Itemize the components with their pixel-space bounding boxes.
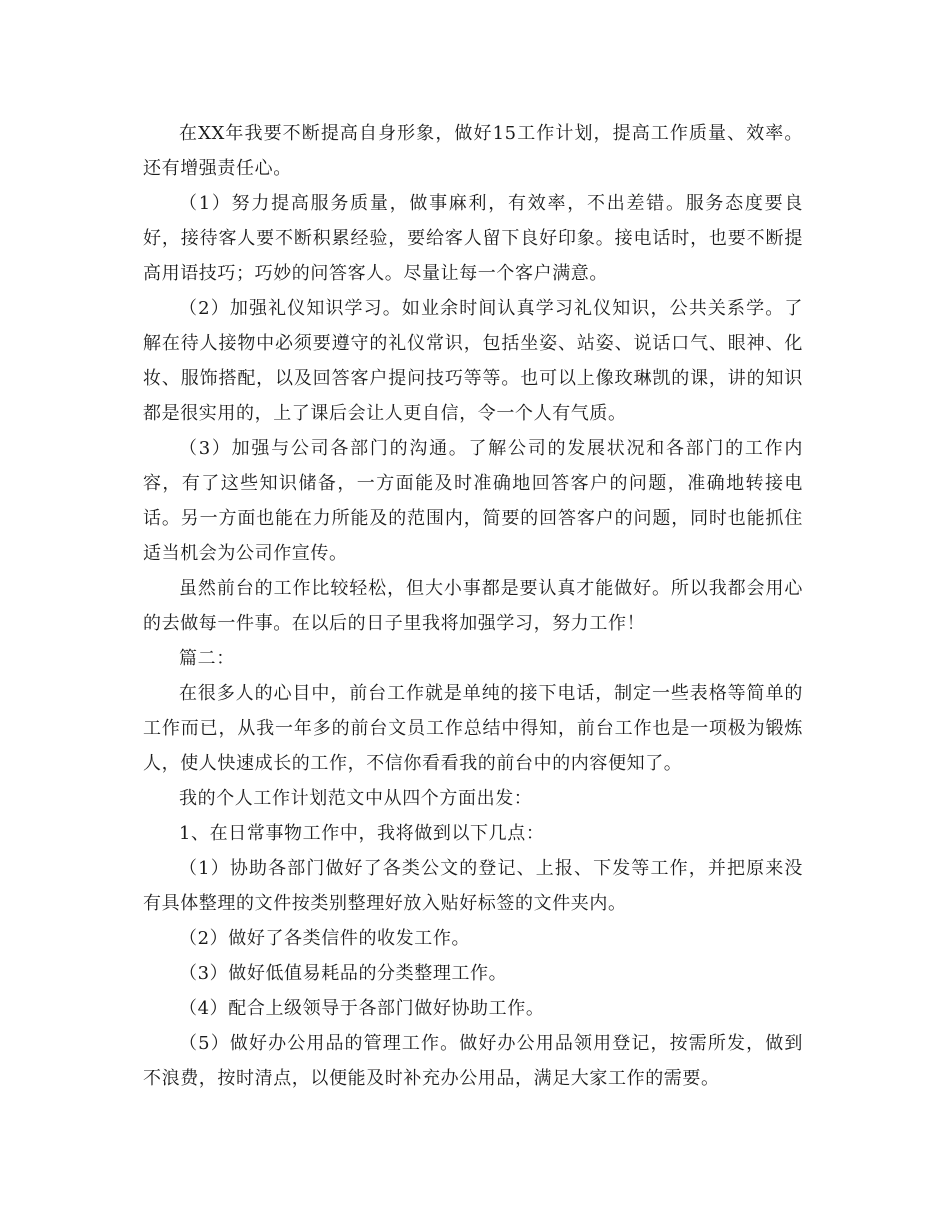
paragraph: 在很多人的心目中，前台工作就是单纯的接下电话，制定一些表格等简单的工作而已，从我一年多的前台文员工作总结中得知，前台工作也是一项极为锻炼人，使人快速成长的工作，不信你看看我的前台中的内容便知了。 — [143, 683, 803, 774]
paragraph: （4）配合上级领导于各部门做好协助工作。 — [179, 998, 545, 1019]
paragraph: （2）做好了各类信件的收发工作。 — [179, 928, 471, 949]
paragraph: 1、在日常事物工作中，我将做到以下几点： — [179, 823, 545, 844]
paragraph: 我的个人工作计划范文中从四个方面出发： — [179, 788, 533, 809]
paragraph: （5）做好办公用品的管理工作。做好办公用品领用登记，按需所发，做到不浪费，按时清点，以便能及时补充办公用品，满足大家工作的需要。 — [143, 1033, 803, 1089]
paragraph: （1）努力提高服务质量，做事麻利，有效率，不出差错。服务态度要良好，接待客人要不断积累经验，要给客人留下良好印象。接电话时，也要不断提高用语技巧；巧妙的问答客人。尽量让每一个客户满意。 — [143, 193, 803, 284]
paragraph: 在XX年我要不断提高自身形象，做好15工作计划，提高工作质量、效率。还有增强责任心。 — [143, 123, 803, 179]
section-heading: 篇二： — [179, 648, 235, 669]
paragraph: （1）协助各部门做好了各类公文的登记、上报、下发等工作，并把原来没有具体整理的文件按类别整理好放入贴好标签的文件夹内。 — [143, 858, 803, 914]
paragraph: （2）加强礼仪知识学习。如业余时间认真学习礼仪知识，公共关系学。了解在待人接物中必须要遵守的礼仪常识，包括坐姿、站姿、说话口气、眼神、化妆、服饰搭配，以及回答客户提问技巧等等。也可以上像玫琳凯的课，讲的知识都是很实用的，上了课后会让人更自信，令一个人有气质。 — [143, 298, 803, 424]
document-body — [143, 116, 803, 1096]
paragraph: 虽然前台的工作比较轻松，但大小事都是要认真才能做好。所以我都会用心的去做每一件事。在以后的日子里我将加强学习，努力工作！ — [143, 578, 803, 634]
paragraph: （3）加强与公司各部门的沟通。了解公司的发展状况和各部门的工作内容，有了这些知识储备，一方面能及时准确地回答客户的问题，准确地转接电话。另一方面也能在力所能及的范围内，简要的回答客户的问题，同时也能抓住适当机会为公司作宣传。 — [143, 438, 803, 564]
paragraph: （3）做好低值易耗品的分类整理工作。 — [179, 963, 508, 984]
